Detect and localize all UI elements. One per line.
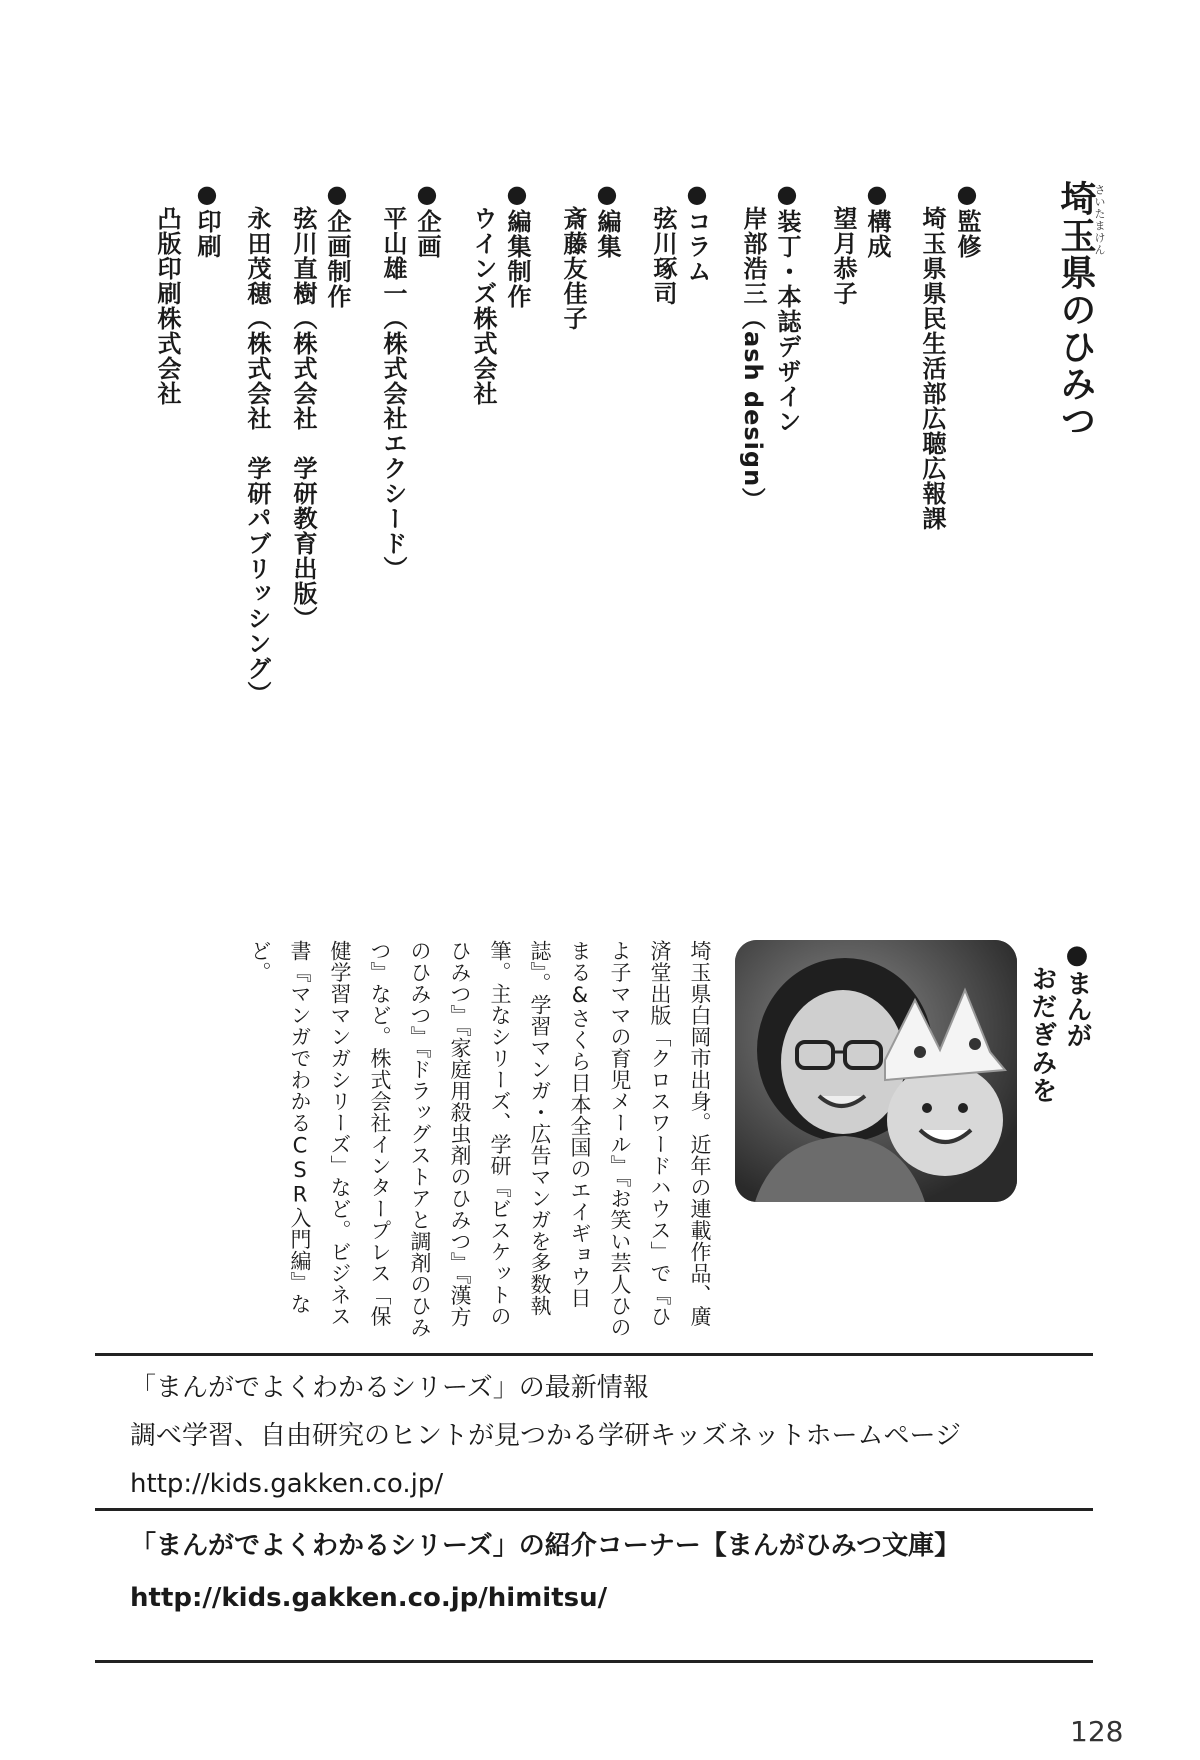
credit-role: ●印刷 xyxy=(193,180,221,259)
manga-label: ●まんが xyxy=(1062,940,1092,1048)
credit-role: ●装丁・本誌デザイン xyxy=(773,180,801,434)
credit-role: ●監修 xyxy=(953,180,981,259)
credit-name: 斎藤友佳子 xyxy=(559,206,587,331)
credit-name: 凸版印刷株式会社 xyxy=(153,206,181,406)
credit-name: 望月恭子 xyxy=(829,206,857,306)
info-kidsnet: 調べ学習、自由研究のヒントが見つかる学研キッズネットホームページ xyxy=(130,1421,961,1451)
credit-role: ●構成 xyxy=(863,180,891,259)
credit-role: ●企画 xyxy=(413,180,441,259)
info-series-latest: 「まんがでよくわかるシリーズ」の最新情報 xyxy=(130,1373,649,1403)
divider xyxy=(95,1508,1093,1511)
artist-photo xyxy=(735,940,1017,1202)
title-ruby: さいたまけん xyxy=(1093,184,1106,256)
page-number: 128 xyxy=(1070,1715,1124,1748)
credit-name: 弦川直樹（株式会社 学研教育出版） xyxy=(289,206,317,631)
credit-name: 永田茂穂（株式会社 学研パブリッシング） xyxy=(243,206,271,706)
info-url-himitsu[interactable]: http://kids.gakken.co.jp/himitsu/ xyxy=(130,1583,608,1613)
credit-name: 弦川琢司 xyxy=(649,206,677,306)
divider xyxy=(95,1660,1093,1663)
credit-role: ●コラム xyxy=(683,180,711,284)
credit-role: ●編集制作 xyxy=(503,180,531,309)
book-title: 埼玉県のひみつ xyxy=(1055,180,1096,439)
info-himitsu-corner: 「まんがでよくわかるシリーズ」の紹介コーナー【まんがひみつ文庫】 xyxy=(130,1531,961,1561)
credit-name: 埼玉県県民生活部広聴広報課 xyxy=(918,206,946,531)
manga-artist-name: おだぎみを xyxy=(1027,965,1057,1105)
credit-role: ●編集 xyxy=(593,180,621,259)
credit-role: ●企画制作 xyxy=(323,180,351,309)
credit-name: 平山雄一（株式会社エクシード） xyxy=(379,206,407,581)
credit-name: 岸部浩三（ash design） xyxy=(739,206,767,513)
info-url-kidsnet[interactable]: http://kids.gakken.co.jp/ xyxy=(130,1469,444,1499)
credit-name: ウインズ株式会社 xyxy=(469,206,497,406)
artist-profile: 埼玉県白岡市出身。近年の連載作品、廣済堂出版「クロスワードハウス」で『ひよ子ママの育児メール』『お笑い芸人ひのまる&さくら日本全国のエイギョウ日誌』。学習マンガ・広告マンガを多数執筆。主なシリーズ、学研『ビスケットのひみつ』『家庭用殺虫剤のひみつ』『漢方のひみつ』『ドラッグストアと調剤のひみつ』など。株式会社インタープレス「保健学習マンガシリーズ」など。ビジネス書『マンガでわかるCSR入門編』など。 xyxy=(248,940,712,1338)
divider xyxy=(95,1353,1093,1356)
